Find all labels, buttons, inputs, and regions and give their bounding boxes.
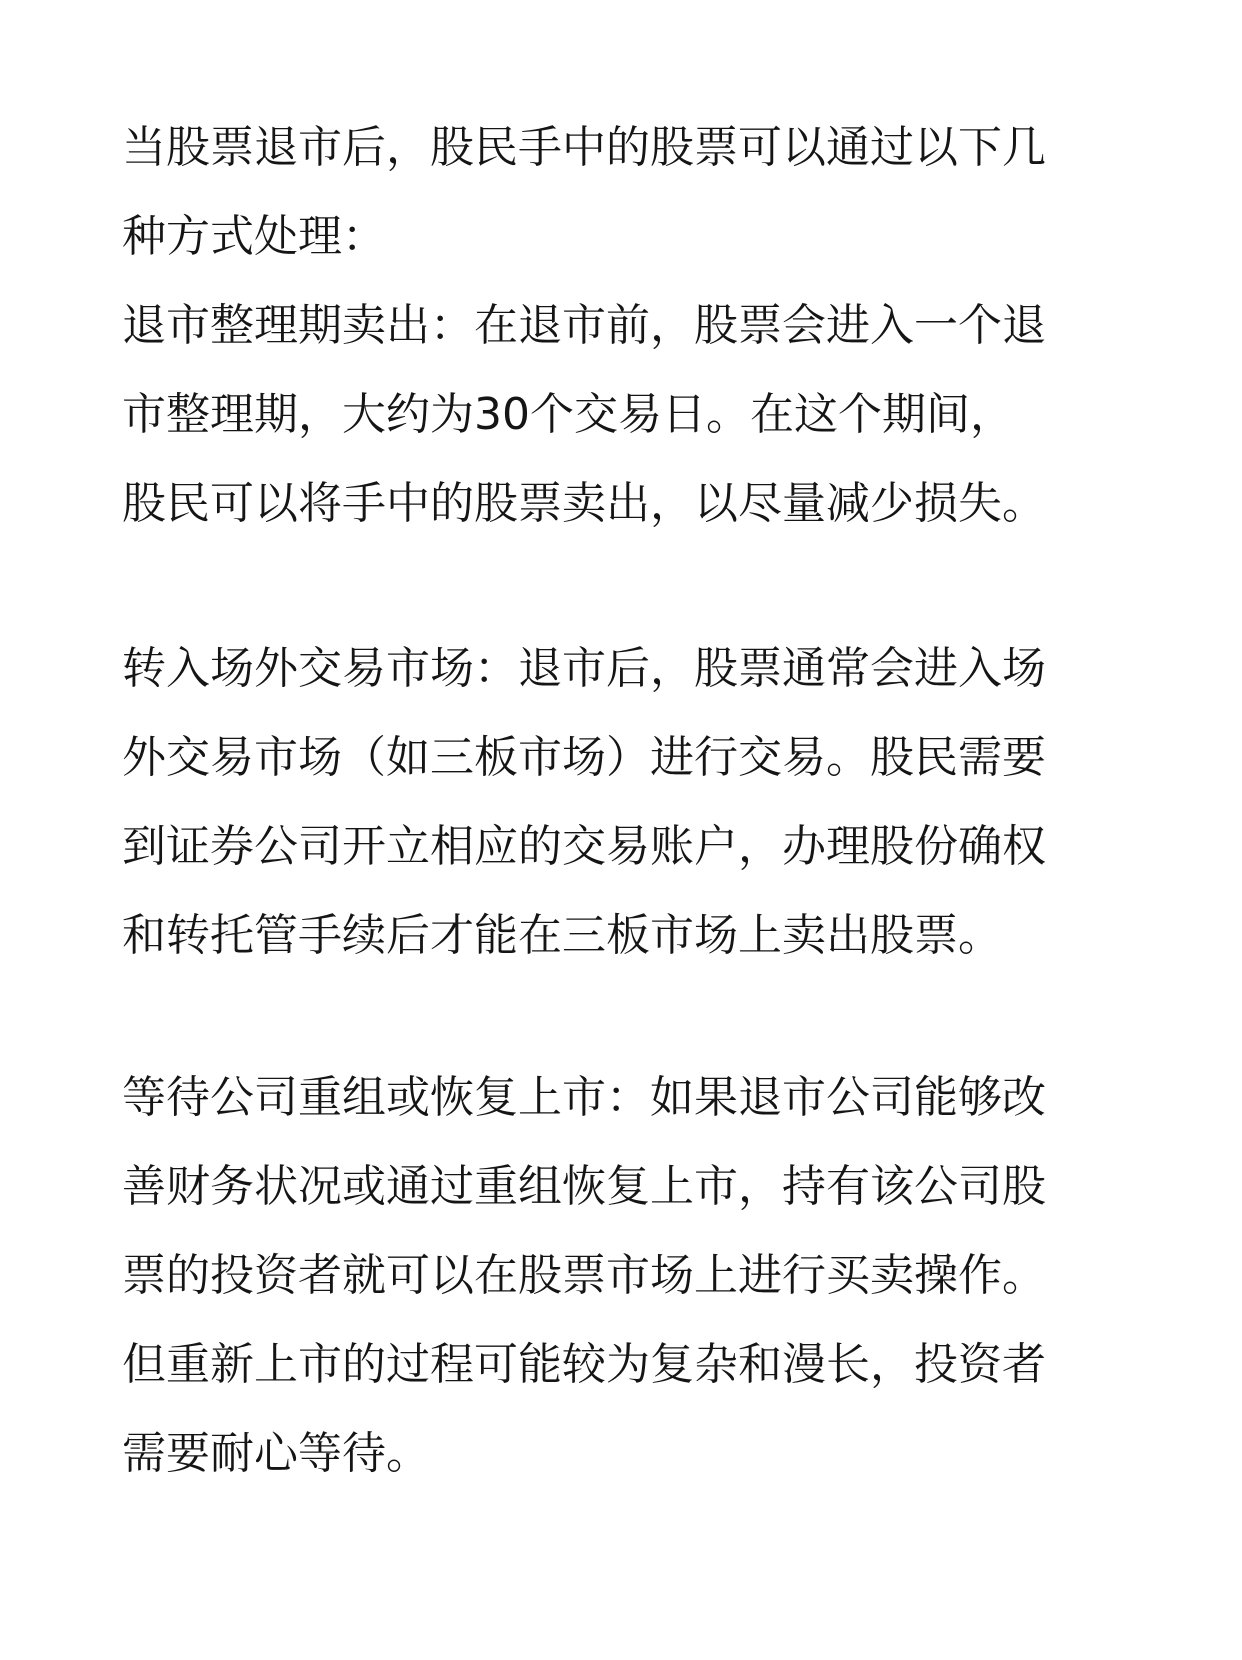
text-line: 到证券公司开立相应的交易账户，办理股份确权 xyxy=(122,821,1046,872)
text-line: 退市整理期卖出：在退市前，股票会进入一个退 xyxy=(122,300,1046,351)
text-line: 当股票退市后，股民手中的股票可以通过以下几 xyxy=(122,122,1046,173)
text-line: 等待公司重组或恢复上市：如果退市公司能够改 xyxy=(122,1072,1046,1123)
text-line: 善财务状况或通过重组恢复上市，持有该公司股 xyxy=(122,1161,1046,1212)
text-line: 和转托管手续后才能在三板市场上卖出股票。 xyxy=(122,910,1002,961)
text-line: 但重新上市的过程可能较为复杂和漫长，投资者 xyxy=(122,1339,1046,1390)
text-line: 市整理期，大约为30个交易日。在这个期间， xyxy=(122,389,1014,440)
text-line: 种方式处理： xyxy=(122,211,386,262)
text-line: 需要耐心等待。 xyxy=(122,1428,430,1479)
text-line: 外交易市场（如三板市场）进行交易。股民需要 xyxy=(122,732,1046,783)
text-line: 票的投资者就可以在股票市场上进行买卖操作。 xyxy=(122,1250,1046,1301)
text-line: 转入场外交易市场：退市后，股票通常会进入场 xyxy=(122,643,1046,694)
text-line: 股民可以将手中的股票卖出，以尽量减少损失。 xyxy=(122,478,1046,529)
